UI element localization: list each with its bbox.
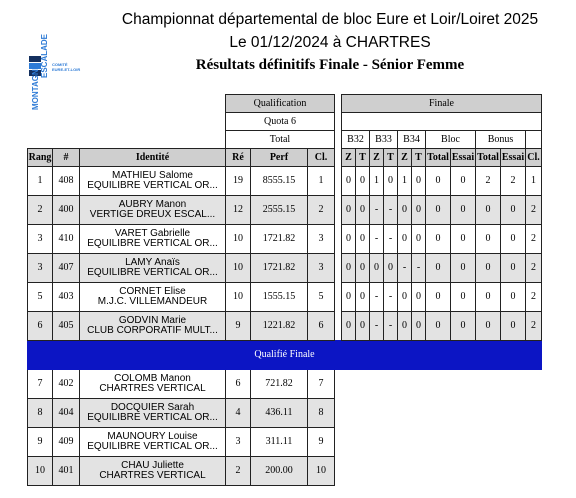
bloc-b32-header: B32 — [342, 131, 370, 149]
re-cell: 6 — [226, 370, 251, 399]
athlete-name: CHAU Juliette — [121, 460, 184, 471]
bib-cell: 410 — [53, 225, 80, 254]
quota-label: Quota 6 — [226, 113, 335, 131]
col-num: # — [53, 149, 80, 167]
identity-cell — [80, 399, 226, 428]
qualified-band-row — [28, 341, 542, 370]
perf-cell: 721.82 — [251, 370, 308, 399]
final-cl-spacer — [526, 131, 542, 149]
identity-cell — [80, 312, 226, 341]
athlete-name: COLOMB Manon — [114, 373, 191, 384]
finale-score-cell: 0 — [451, 312, 476, 341]
athlete-name: MATHIEU Salome — [112, 170, 193, 181]
re-cell: 2 — [226, 457, 251, 486]
finale-score-cell: 0 — [342, 167, 356, 196]
table-row — [28, 254, 542, 283]
finale-score-cell: 0 — [426, 283, 451, 312]
rank-cell: 10 — [28, 457, 53, 486]
finale-score-cell: 0 — [398, 225, 412, 254]
identity-cell — [80, 370, 226, 399]
re-cell: 10 — [226, 225, 251, 254]
finale-score-cell: - — [412, 254, 426, 283]
empty-finale-area — [335, 370, 542, 399]
finale-score-cell: 0 — [426, 312, 451, 341]
identity-cell — [80, 225, 226, 254]
table-row — [28, 457, 542, 486]
col-bloc-essai: Essai — [451, 149, 476, 167]
qual-cl-cell: 9 — [308, 428, 335, 457]
athlete-name: CORNET Elise — [119, 286, 186, 297]
finale-score-cell: 0 — [412, 312, 426, 341]
finale-score-cell: - — [384, 312, 398, 341]
finale-score-cell: 0 — [342, 283, 356, 312]
athlete-club: EQUILIBRE VERTICAL OR... — [87, 267, 218, 278]
finale-score-cell: 2 — [526, 225, 542, 254]
finale-score-cell: 0 — [451, 254, 476, 283]
finale-score-cell: 0 — [451, 167, 476, 196]
finale-score-cell: 0 — [501, 196, 526, 225]
athlete-name: LAMY Anaïs — [125, 257, 180, 268]
results-table — [27, 94, 542, 486]
finale-score-cell: 1 — [398, 167, 412, 196]
finale-score-cell: 0 — [476, 225, 501, 254]
athlete-name: DOCQUIER Sarah — [110, 402, 195, 413]
col-bonus-total: Total — [476, 149, 501, 167]
table-row — [28, 225, 542, 254]
finale-score-cell: 0 — [412, 196, 426, 225]
logo-text-montagne: MONTAGNE — [31, 63, 40, 110]
finale-subheader-empty — [342, 113, 542, 131]
header-row-1 — [28, 95, 542, 113]
bloc-total-header: Bloc — [426, 131, 476, 149]
gap-cell — [335, 196, 342, 225]
finale-score-cell: 0 — [384, 167, 398, 196]
finale-score-cell: 0 — [398, 283, 412, 312]
identity-cell — [80, 283, 226, 312]
perf-cell: 8555.15 — [251, 167, 308, 196]
bib-cell: 401 — [53, 457, 80, 486]
finale-score-cell: - — [370, 225, 384, 254]
finale-score-cell: 0 — [476, 254, 501, 283]
finale-score-cell: - — [384, 225, 398, 254]
perf-cell: 311.11 — [251, 428, 308, 457]
finale-score-cell: 0 — [356, 167, 370, 196]
col-bonus-essai: Essai — [501, 149, 526, 167]
finale-score-cell: 0 — [412, 167, 426, 196]
empty-finale-area — [335, 428, 542, 457]
athlete-name: MAUNOURY Louise — [107, 431, 198, 442]
perf-cell: 2555.15 — [251, 196, 308, 225]
qual-cl-cell: 6 — [308, 312, 335, 341]
finale-score-cell: - — [370, 312, 384, 341]
athlete-club: CHARTRES VERTICAL — [99, 470, 206, 481]
finale-score-cell: - — [398, 254, 412, 283]
rank-cell: 6 — [28, 312, 53, 341]
finale-score-cell: 0 — [356, 254, 370, 283]
qual-cl-cell: 2 — [308, 196, 335, 225]
identity-cell — [80, 254, 226, 283]
bib-cell: 408 — [53, 167, 80, 196]
finale-score-cell: 0 — [476, 312, 501, 341]
col-b32-z: Z — [342, 149, 356, 167]
perf-cell: 1721.82 — [251, 254, 308, 283]
finale-score-cell: 1 — [526, 167, 542, 196]
logo-text-escalade: ESCALADE — [40, 33, 49, 78]
championship-title: Championnat départemental de bloc Eure et Loir/Loiret 2025 — [121, 11, 539, 28]
finale-score-cell: 0 — [342, 225, 356, 254]
re-cell: 10 — [226, 283, 251, 312]
qual-cl-cell: 10 — [308, 457, 335, 486]
gap-cell — [335, 167, 342, 196]
finale-score-cell: 0 — [412, 283, 426, 312]
finale-score-cell: 0 — [356, 312, 370, 341]
athlete-name: AUBRY Manon — [118, 199, 187, 210]
perf-cell: 200.00 — [251, 457, 308, 486]
finale-score-cell: 0 — [342, 254, 356, 283]
table-row — [28, 167, 542, 196]
finale-score-cell: 0 — [356, 196, 370, 225]
identity-cell — [80, 428, 226, 457]
gap-cell — [335, 312, 342, 341]
identity-cell — [80, 196, 226, 225]
total-label: Total — [226, 131, 335, 149]
finale-score-cell: 0 — [501, 283, 526, 312]
finale-score-cell: - — [370, 283, 384, 312]
event-date-place: Le 01/12/2024 à CHARTRES — [229, 34, 431, 51]
finale-score-cell: 0 — [451, 196, 476, 225]
rank-cell: 1 — [28, 167, 53, 196]
qualified-finale-label: Qualifié Finale — [28, 341, 542, 370]
bloc-b33-header: B33 — [370, 131, 398, 149]
athlete-name: VARET Gabrielle — [114, 228, 191, 239]
col-b33-t: T — [384, 149, 398, 167]
rank-cell: 3 — [28, 254, 53, 283]
bib-cell: 404 — [53, 399, 80, 428]
bib-cell: 409 — [53, 428, 80, 457]
col-re: Ré — [226, 149, 251, 167]
finale-score-cell: 2 — [526, 196, 542, 225]
re-cell: 10 — [226, 254, 251, 283]
gap-cell — [335, 225, 342, 254]
rank-cell: 8 — [28, 399, 53, 428]
qual-cl-cell: 1 — [308, 167, 335, 196]
col-bloc-total: Total — [426, 149, 451, 167]
finale-score-cell: 0 — [398, 196, 412, 225]
logo-text-comite: COMITÉ — [52, 62, 68, 67]
athlete-club: M.J.C. VILLEMANDEUR — [97, 296, 208, 307]
athlete-club: EQUILIBRE VERTICAL OR... — [87, 412, 218, 423]
logo-text-region: EURE-ET-LOIR — [52, 67, 81, 72]
athlete-club: CLUB CORPORATIF MULT... — [87, 325, 218, 336]
qual-cl-cell: 7 — [308, 370, 335, 399]
rank-cell: 9 — [28, 428, 53, 457]
col-b33-z: Z — [370, 149, 384, 167]
finale-score-cell: 0 — [501, 254, 526, 283]
athlete-name: GODVIN Marie — [118, 315, 187, 326]
results-title: Résultats définitifs Finale - Sénior Femme — [195, 57, 465, 73]
table-row — [28, 428, 542, 457]
header-row-2 — [28, 113, 542, 131]
finale-score-cell: - — [384, 196, 398, 225]
athlete-club: EQUILIBRE VERTICAL OR... — [87, 238, 218, 249]
finale-score-cell: 1 — [370, 167, 384, 196]
qualification-header: Qualification — [226, 95, 335, 113]
column-header-row — [28, 149, 542, 167]
athlete-club: EQUILIBRE VERTICAL OR... — [87, 441, 218, 452]
identity-cell — [80, 167, 226, 196]
finale-score-cell: 0 — [426, 225, 451, 254]
finale-score-cell: 0 — [370, 254, 384, 283]
rank-cell: 7 — [28, 370, 53, 399]
col-b32-t: T — [356, 149, 370, 167]
finale-score-cell: - — [370, 196, 384, 225]
athlete-club: EQUILIBRE VERTICAL OR... — [87, 180, 218, 191]
header-row-3 — [28, 131, 542, 149]
finale-score-cell: 0 — [451, 225, 476, 254]
col-final-cl: Cl. — [526, 149, 542, 167]
table-row — [28, 283, 542, 312]
finale-score-cell: - — [384, 283, 398, 312]
re-cell: 4 — [226, 399, 251, 428]
gap-cell — [335, 254, 342, 283]
empty-finale-area — [335, 457, 542, 486]
finale-score-cell: 0 — [476, 283, 501, 312]
bonus-header: Bonus — [476, 131, 526, 149]
finale-score-cell: 0 — [356, 283, 370, 312]
col-b34-z: Z — [398, 149, 412, 167]
finale-score-cell: 2 — [501, 167, 526, 196]
bib-cell: 400 — [53, 196, 80, 225]
re-cell: 9 — [226, 312, 251, 341]
athlete-club: VERTIGE DREUX ESCAL... — [89, 209, 216, 220]
bloc-b34-header: B34 — [398, 131, 426, 149]
col-cl: Cl. — [308, 149, 335, 167]
finale-score-cell: 2 — [526, 312, 542, 341]
finale-score-cell: 0 — [356, 225, 370, 254]
table-row — [28, 370, 542, 399]
bib-cell: 403 — [53, 283, 80, 312]
table-row — [28, 399, 542, 428]
finale-score-cell: 2 — [476, 167, 501, 196]
finale-score-cell: 0 — [501, 312, 526, 341]
finale-score-cell: 0 — [426, 167, 451, 196]
finale-score-cell: 0 — [342, 196, 356, 225]
finale-score-cell: 0 — [384, 254, 398, 283]
re-cell: 3 — [226, 428, 251, 457]
qual-cl-cell: 5 — [308, 283, 335, 312]
finale-header: Finale — [342, 95, 542, 113]
finale-score-cell: 0 — [476, 196, 501, 225]
perf-cell: 1555.15 — [251, 283, 308, 312]
qual-cl-cell: 8 — [308, 399, 335, 428]
re-cell: 12 — [226, 196, 251, 225]
col-identite: Identité — [80, 149, 226, 167]
finale-score-cell: 2 — [526, 283, 542, 312]
finale-score-cell: 0 — [412, 225, 426, 254]
bib-cell: 405 — [53, 312, 80, 341]
bib-cell: 407 — [53, 254, 80, 283]
finale-score-cell: 0 — [501, 225, 526, 254]
perf-cell: 436.11 — [251, 399, 308, 428]
re-cell: 19 — [226, 167, 251, 196]
identity-cell — [80, 457, 226, 486]
finale-score-cell: 0 — [426, 254, 451, 283]
rank-cell: 5 — [28, 283, 53, 312]
bib-cell: 402 — [53, 370, 80, 399]
col-rang: Rang — [28, 149, 53, 167]
perf-cell: 1721.82 — [251, 225, 308, 254]
finale-score-cell: 2 — [526, 254, 542, 283]
rank-cell: 3 — [28, 225, 53, 254]
gap-cell — [335, 283, 342, 312]
table-row — [28, 312, 542, 341]
table-row — [28, 196, 542, 225]
empty-finale-area — [335, 399, 542, 428]
finale-score-cell: 0 — [398, 312, 412, 341]
finale-score-cell: 0 — [451, 283, 476, 312]
finale-score-cell: 0 — [342, 312, 356, 341]
col-b34-t: T — [412, 149, 426, 167]
qual-cl-cell: 3 — [308, 225, 335, 254]
finale-score-cell: 0 — [426, 196, 451, 225]
rank-cell: 2 — [28, 196, 53, 225]
perf-cell: 1221.82 — [251, 312, 308, 341]
col-perf: Perf — [251, 149, 308, 167]
qual-cl-cell: 3 — [308, 254, 335, 283]
athlete-club: CHARTRES VERTICAL — [99, 383, 206, 394]
